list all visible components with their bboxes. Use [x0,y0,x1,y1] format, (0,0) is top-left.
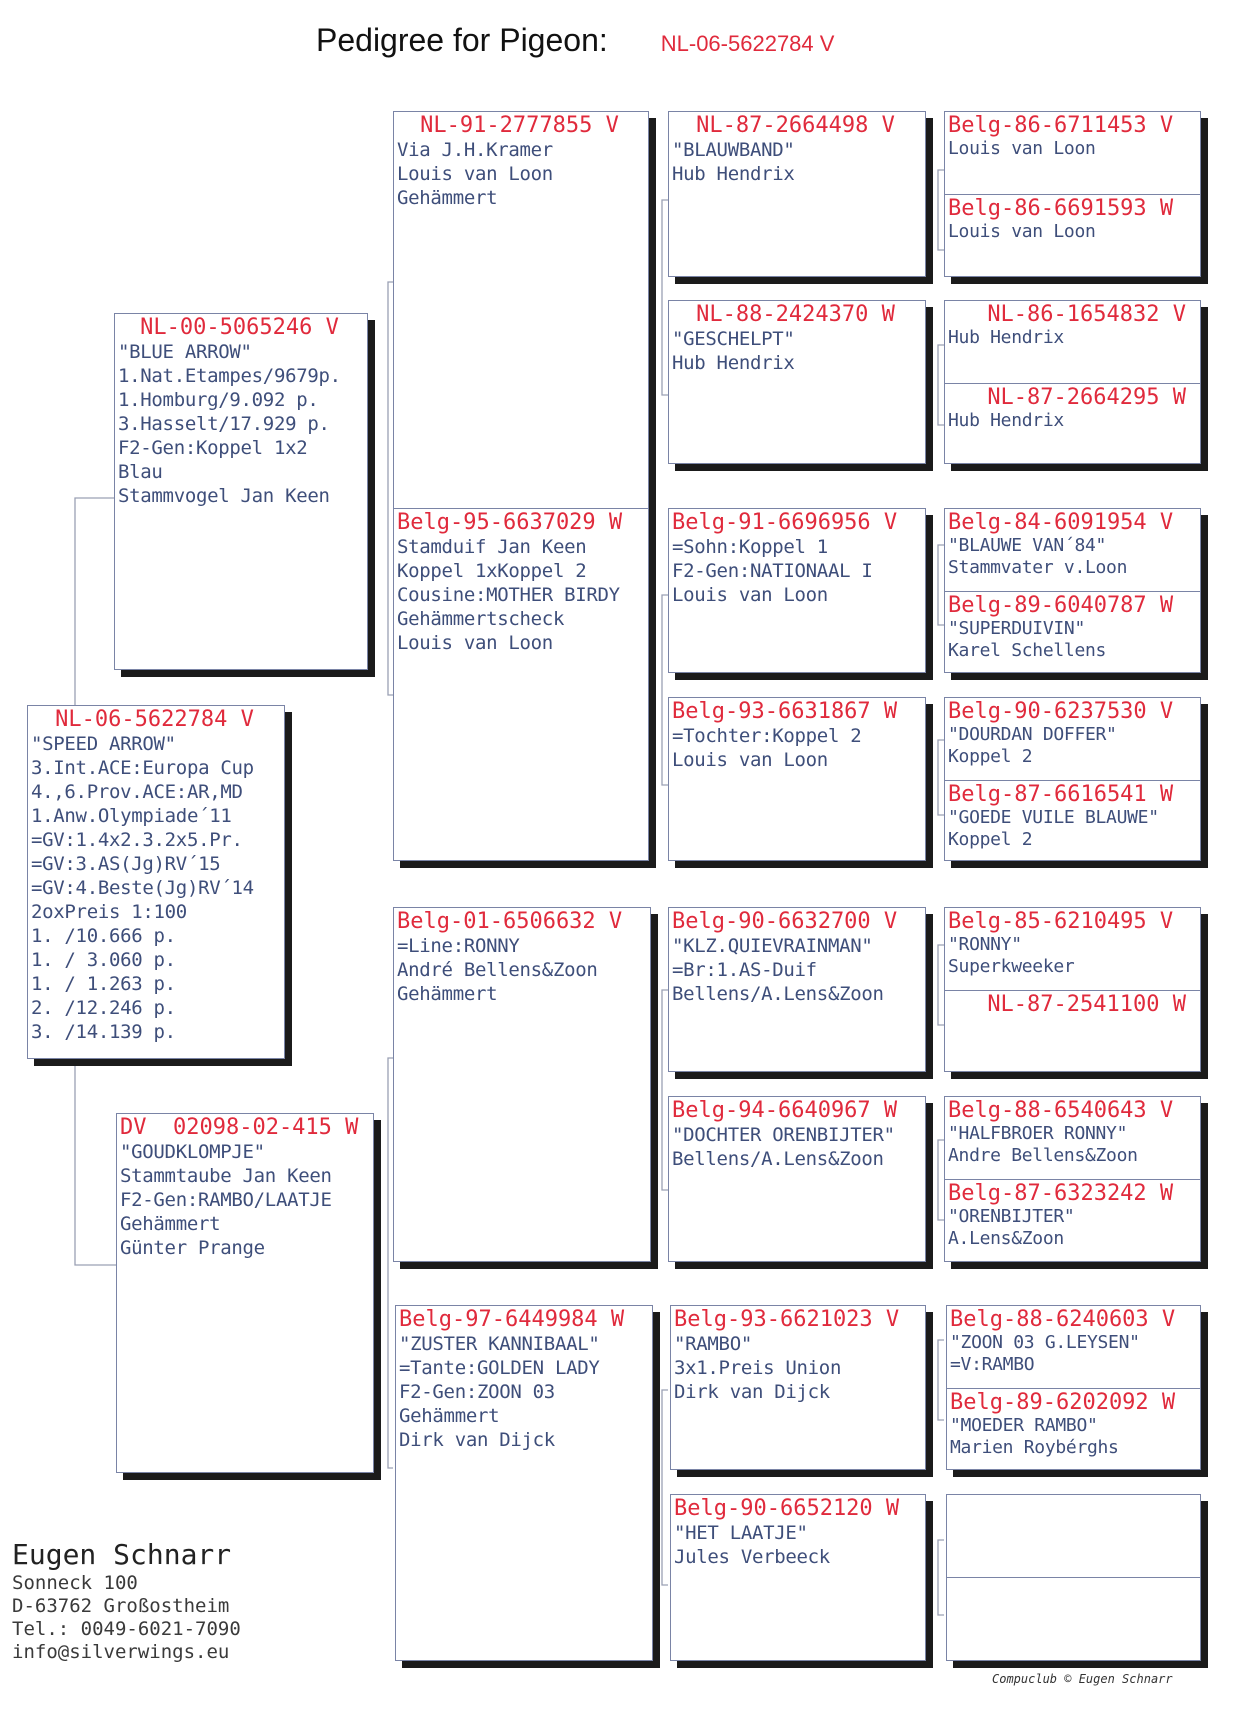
pigeon-slot-g7a[interactable] [947,1306,1200,1388]
info-line: 1. / 1.263 p. [31,973,176,995]
info-line: "DOURDAN DOFFER" [948,724,1117,745]
pigeon-slot-g1a[interactable] [945,112,1200,194]
grandparents-card-3 [944,508,1201,673]
ring-number: NL-86-1654832 V [987,302,1186,327]
ring-number: Belg-90-6632700 V [672,909,898,934]
ring-number: Belg-93-6631867 W [672,699,898,724]
info-line: Gehämmert [399,1405,500,1427]
info-line: =Line:RONNY [397,935,520,957]
pigeon-card-dds[interactable] [670,1305,926,1470]
info-line: =Tochter:Koppel 2 [672,725,862,747]
pigeon-card-ssd[interactable] [668,300,926,464]
info-line: A.Lens&Zoon [948,1228,1064,1249]
info-line: "GOUDKLOMPJE" [120,1141,265,1163]
info-line: Hub Hendrix [672,352,795,374]
info-line: Hub Hendrix [948,410,1064,431]
info-line: F2-Gen:RAMBO/LAATJE [120,1189,332,1211]
info-line: Gehämmert [397,187,498,209]
grandparents-card-2 [944,300,1201,464]
info-line: Hub Hendrix [948,327,1064,348]
info-line: Hub Hendrix [672,163,795,185]
info-line: "BLAUWE VAN´84" [948,535,1107,556]
info-line: =GV:3.AS(Jg)RV´15 [31,853,221,875]
info-line: "GESCHELPT" [672,328,795,350]
info-line: 3.Hasselt/17.929 p. [118,413,330,435]
info-line: F2-Gen:ZOON 03 [399,1381,555,1403]
ring-number: Belg-88-6240603 V [950,1307,1176,1332]
ring-number: Belg-91-6696956 V [672,510,898,535]
info-line: "HALFBROER RONNY" [948,1123,1128,1144]
info-line: "ORENBIJTER" [948,1206,1075,1227]
info-line: Superkweeker [948,956,1075,977]
info-line: Louis van Loon [397,632,553,654]
info-line: Louis van Loon [672,584,828,606]
info-line: 3. /14.139 p. [31,1021,176,1043]
info-line: "HET LAATJE" [674,1522,808,1544]
info-line: Gehämmert [397,983,498,1005]
info-line: "ZUSTER KANNIBAAL" [399,1333,600,1355]
pigeon-slot-g3b[interactable] [945,591,1200,672]
ring-number: Belg-90-6237530 V [948,699,1174,724]
ring-number: Belg-97-6449984 W [399,1307,625,1332]
pigeon-card-subject[interactable] [27,705,285,1059]
pigeon-card-sds[interactable] [668,508,926,673]
pigeon-slot-g7b[interactable] [947,1388,1200,1469]
info-line: "KLZ.QUIEVRAINMAN" [672,935,873,957]
info-line: =GV:4.Beste(Jg)RV´14 [31,877,254,899]
info-line: "ZOON 03 G.LEYSEN" [950,1332,1140,1353]
info-line: Koppel 1xKoppel 2 [397,560,587,582]
pigeon-card-sd[interactable] [393,508,649,861]
info-line: Karel Schellens [948,640,1107,661]
info-line: =Br:1.AS-Duif [672,959,817,981]
pigeon-slot-g3a[interactable] [945,509,1200,591]
ring-number: Belg-01-6506632 V [397,909,623,934]
info-line: "BLUE ARROW" [118,341,252,363]
pigeon-slot-g8a[interactable] [947,1495,1200,1577]
grandparents-card-4 [944,697,1201,861]
info-line: =Tante:GOLDEN LADY [399,1357,600,1379]
info-line: "RAMBO" [674,1333,752,1355]
ring-number: Belg-89-6040787 W [948,593,1174,618]
grandparents-card-8 [946,1494,1201,1661]
info-line: Cousine:MOTHER BIRDY [397,584,620,606]
line-ddd-parents [938,1540,944,1615]
info-line: Andre Bellens&Zoon [948,1145,1138,1166]
info-line: Dirk van Dijck [674,1381,830,1403]
ring-number: Belg-88-6540643 V [948,1098,1174,1123]
pigeon-slot-g1b[interactable] [945,194,1200,276]
software-credit: Compuclub © Eugen Schnarr [992,1672,1173,1686]
pigeon-slot-g6a[interactable] [945,1097,1200,1179]
info-line: 2. /12.246 p. [31,997,176,1019]
ring-number: Belg-95-6637029 W [397,510,623,535]
ring-number: Belg-85-6210495 V [948,909,1174,934]
info-line: 3x1.Preis Union [674,1357,842,1379]
pigeon-slot-g8b[interactable] [947,1577,1200,1660]
info-line: "DOCHTER ORENBIJTER" [672,1124,895,1146]
owner-email[interactable]: info@silverwings.eu [12,1641,230,1663]
line-dd-parents [662,1390,668,1585]
owner-city: D-63762 Großostheim [12,1595,230,1617]
info-line: 1.Anw.Olympiade´11 [31,805,232,827]
pigeon-card-ds[interactable] [393,907,651,1262]
line-dds-parents [938,1340,944,1420]
info-line: 1.Homburg/9.092 p. [118,389,319,411]
info-line: "BLAUWBAND" [672,139,795,161]
pigeon-card-dsd[interactable] [668,1096,926,1262]
info-line: F2-Gen:NATIONAAL I [672,560,873,582]
info-line: F2-Gen:Koppel 1x2 [118,437,308,459]
info-line: Koppel 2 [948,746,1033,767]
info-line: Günter Prange [120,1237,265,1259]
owner-street: Sonneck 100 [12,1572,138,1594]
info-line: André Bellens&Zoon [397,959,598,981]
info-line: Stammvater v.Loon [948,557,1128,578]
owner-phone: Tel.: 0049-6021-7090 [12,1618,241,1640]
info-line: "SPEED ARROW" [31,733,176,755]
info-line: Gehämmert [120,1213,221,1235]
info-line: Louis van Loon [948,221,1096,242]
pigeon-slot-g2b[interactable] [945,383,1200,463]
info-line: "MOEDER RAMBO" [950,1415,1098,1436]
pigeon-card-dam[interactable] [116,1113,374,1473]
info-line: Stammtaube Jan Keen [120,1165,332,1187]
grandparents-card-6 [944,1096,1201,1262]
owner-address [12,1538,241,1664]
ring-number: Belg-86-6711453 V [948,113,1174,138]
pigeon-card-dss[interactable] [668,907,926,1072]
ring-number: Belg-86-6691593 W [948,196,1174,221]
info-line: =V:RAMBO [950,1354,1035,1375]
info-line: 3.Int.ACE:Europa Cup [31,757,254,779]
line-subject-dam [75,1055,116,1265]
owner-name: Eugen Schnarr [12,1538,232,1571]
pigeon-card-sire[interactable] [114,313,368,670]
ring-number: Belg-84-6091954 V [948,510,1174,535]
info-line: Gehämmertscheck [397,608,565,630]
pigeon-slot-g5b[interactable] [945,990,1200,1071]
info-line: =Sohn:Koppel 1 [672,536,828,558]
pigeon-slot-g6b[interactable] [945,1179,1200,1261]
info-line: Via J.H.Kramer [397,139,553,161]
info-line: Bellens/A.Lens&Zoon [672,1148,884,1170]
ring-number: NL-91-2777855 V [420,113,619,138]
info-line: Stamduif Jan Keen [397,536,587,558]
ring-number: Belg-93-6621023 V [674,1307,900,1332]
ring-number: NL-87-2664498 V [696,113,895,138]
ring-number: Belg-87-6616541 W [948,782,1174,807]
info-line: Jules Verbeeck [674,1546,830,1568]
pigeon-card-ddd[interactable] [670,1494,926,1661]
info-line: Dirk van Dijck [399,1429,555,1451]
info-line: "GOEDE VUILE BLAUWE" [948,807,1159,828]
pigeon-slot-g2a[interactable] [945,301,1200,383]
info-line: Blau [118,461,163,483]
grandparents-card-1 [944,111,1201,277]
info-line: Stammvogel Jan Keen [118,485,330,507]
pigeon-card-sdd[interactable] [668,697,926,861]
pigeon-slot-g4b[interactable] [945,780,1200,860]
pigeon-slot-g4a[interactable] [945,698,1200,780]
ring-number: Belg-89-6202092 W [950,1390,1176,1415]
ring-number: NL-00-5065246 V [140,315,339,340]
pigeon-slot-g5a[interactable] [945,908,1200,990]
line-subject-sire [75,498,114,705]
info-line: 1.Nat.Etampes/9679p. [118,365,341,387]
ring-number: NL-06-5622784 V [55,707,254,732]
info-line: Louis van Loon [948,138,1096,159]
info-line: Koppel 2 [948,829,1033,850]
pigeon-card-dd[interactable] [395,1305,653,1661]
ring-number: Belg-94-6640967 W [672,1098,898,1123]
info-line: 1. / 3.060 p. [31,949,176,971]
info-line: Bellens/A.Lens&Zoon [672,983,884,1005]
info-line: Louis van Loon [397,163,553,185]
info-line: "SUPERDUIVIN" [948,618,1085,639]
ring-number: NL-87-2541100 W [987,992,1186,1017]
ring-number: Belg-87-6323242 W [948,1181,1174,1206]
title-label: Pedigree for Pigeon: [316,22,608,58]
ring-number [947,1578,1200,1604]
ring-number: NL-87-2664295 W [987,385,1186,410]
pigeon-card-sss[interactable] [668,111,926,277]
ring-number [947,1495,1200,1521]
info-line: 4.,6.Prov.ACE:AR,MD [31,781,243,803]
ring-number: NL-88-2424370 W [696,302,895,327]
info-line: "RONNY" [948,934,1022,955]
title-ring: NL-06-5622784 V [660,31,835,56]
grandparents-card-7 [946,1305,1201,1470]
info-line: Louis van Loon [672,749,828,771]
info-line: Marien Roybérghs [950,1437,1119,1458]
info-line: 1. /10.666 p. [31,925,176,947]
info-line: =GV:1.4x2.3.2x5.Pr. [31,829,243,851]
info-line: 2oxPreis 1:100 [31,901,187,923]
ring-number: Belg-90-6652120 W [674,1496,900,1521]
ring-number: DV 02098-02-415 W [120,1115,359,1140]
grandparents-card-5 [944,907,1201,1072]
